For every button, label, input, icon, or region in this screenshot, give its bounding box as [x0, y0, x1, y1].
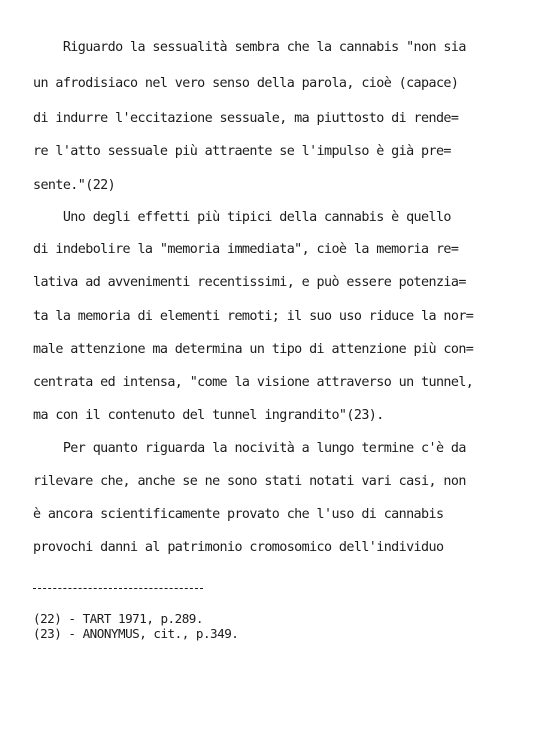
paragraph-2-line-7: ma con il contenuto del tunnel ingrandito"(23). [33, 408, 384, 423]
paragraph-2-line-2: di indebolire la "memoria immediata", cioè la memoria re= [33, 242, 459, 257]
footnote-23: (23) - ANONYMUS, cit., p.349. [33, 626, 239, 641]
footnote-separator [33, 588, 203, 589]
paragraph-1-line-2: un afrodisiaco nel vero senso della parola, cioè (capace) [33, 76, 459, 91]
paragraph-2-line-6: centrata ed intensa, "come la visione attraverso un tunnel, [33, 375, 474, 390]
paragraph-1-line-4: re l'atto sessuale più attraente se l'impulso è già pre= [33, 144, 451, 159]
paragraph-3-line-3: è ancora scientificamente provato che l'uso di cannabis [33, 507, 444, 522]
paragraph-2-line-3: lativa ad avvenimenti recentissimi, e può essere potenzia= [33, 275, 466, 290]
paragraph-2-line-5: male attenzione ma determina un tipo di attenzione più con= [33, 342, 474, 357]
paragraph-1-line-3: di indurre l'eccitazione sessuale, ma piuttosto di rende= [33, 111, 459, 126]
paragraph-1-line-5: sente."(22) [33, 178, 116, 193]
paragraph-2-line-4: ta la memoria di elementi remoti; il suo uso riduce la nor= [33, 309, 474, 324]
paragraph-2-line-1: Uno degli effetti più tipici della cannabis è quello [33, 210, 451, 225]
footnote-22: (22) - TART 1971, p.289. [33, 611, 203, 626]
paragraph-3-line-2: rilevare che, anche se ne sono stati notati vari casi, non [33, 474, 466, 489]
paragraph-3-line-1: Per quanto riguarda la nocività a lungo termine c'è da [33, 441, 466, 456]
paragraph-1-line-1: Riguardo la sessualità sembra che la cannabis "non sia [33, 40, 466, 55]
paragraph-3-line-4: provochi danni al patrimonio cromosomico dell'individuo [33, 540, 444, 555]
